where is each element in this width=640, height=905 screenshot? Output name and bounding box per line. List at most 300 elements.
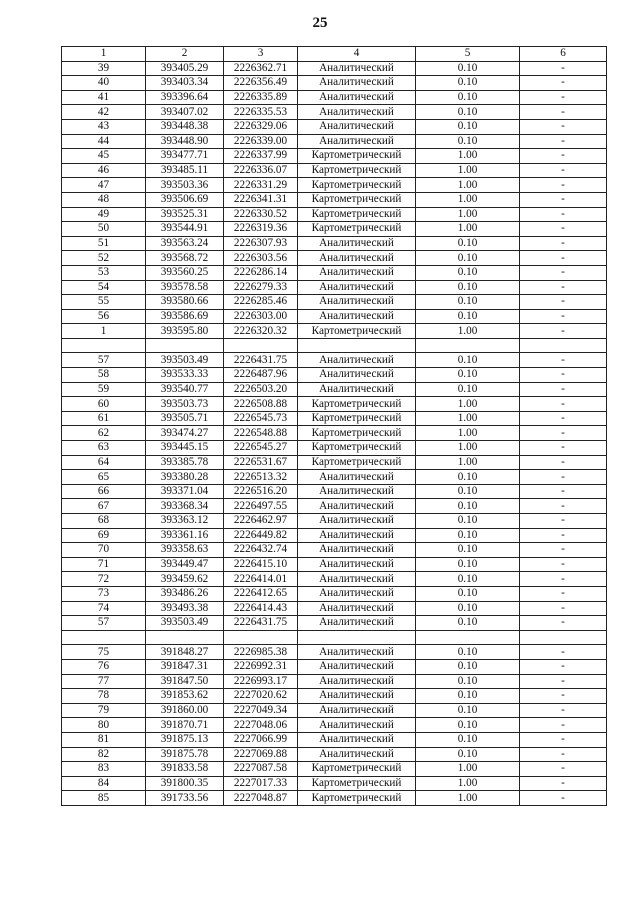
- table-cell: 393363.12: [146, 514, 224, 529]
- table-cell: -: [520, 441, 607, 456]
- empty-cell: [62, 630, 146, 645]
- table-row: [62, 455, 607, 470]
- table-row: [62, 776, 607, 791]
- table-cell: 2226415.10: [224, 557, 298, 572]
- table-cell: 2226487.96: [224, 368, 298, 383]
- table-cell: -: [520, 572, 607, 587]
- table-cell: Аналитический: [298, 382, 416, 397]
- table-cell: 77: [62, 674, 146, 689]
- table-cell: 2226303.00: [224, 309, 298, 324]
- table-cell: Аналитический: [298, 280, 416, 295]
- table-cell: 391848.27: [146, 645, 224, 660]
- empty-cell: [520, 630, 607, 645]
- table-cell: -: [520, 76, 607, 91]
- table-row: [62, 119, 607, 134]
- table-cell: -: [520, 674, 607, 689]
- table-cell: 393493.38: [146, 601, 224, 616]
- table-cell: 81: [62, 732, 146, 747]
- table-cell: 57: [62, 616, 146, 631]
- table-cell: -: [520, 382, 607, 397]
- table-cell: Картометрический: [298, 149, 416, 164]
- table-row: [62, 470, 607, 485]
- coordinates-table: [61, 46, 607, 806]
- table-cell: Аналитический: [298, 90, 416, 105]
- table-row: [62, 441, 607, 456]
- table-cell: 78: [62, 689, 146, 704]
- table-cell: 56: [62, 309, 146, 324]
- table-cell: 2227087.58: [224, 762, 298, 777]
- table-cell: Аналитический: [298, 309, 416, 324]
- table-row: [62, 689, 607, 704]
- table-cell: 391875.78: [146, 747, 224, 762]
- table-cell: 2226516.20: [224, 484, 298, 499]
- table-cell: Аналитический: [298, 295, 416, 310]
- table-cell: 71: [62, 557, 146, 572]
- table-cell: 2226286.14: [224, 265, 298, 280]
- table-cell: 2226449.82: [224, 528, 298, 543]
- table-cell: 2226462.97: [224, 514, 298, 529]
- empty-cell: [146, 630, 224, 645]
- table-cell: 391800.35: [146, 776, 224, 791]
- table-cell: 66: [62, 484, 146, 499]
- table-cell: 393358.63: [146, 543, 224, 558]
- table-cell: 47: [62, 178, 146, 193]
- table-cell: 54: [62, 280, 146, 295]
- table-cell: Аналитический: [298, 645, 416, 660]
- table-row: [62, 382, 607, 397]
- table-cell: Картометрический: [298, 192, 416, 207]
- table-cell: Аналитический: [298, 134, 416, 149]
- empty-cell: [298, 338, 416, 353]
- table-cell: 0.10: [416, 119, 520, 134]
- table-cell: 1.00: [416, 163, 520, 178]
- table-cell: -: [520, 61, 607, 76]
- table-cell: 1.00: [416, 411, 520, 426]
- table-cell: Аналитический: [298, 236, 416, 251]
- table-cell: -: [520, 601, 607, 616]
- table-cell: -: [520, 484, 607, 499]
- table-cell: Аналитический: [298, 718, 416, 733]
- table-cell: -: [520, 470, 607, 485]
- table-cell: Картометрический: [298, 762, 416, 777]
- table-row: [62, 557, 607, 572]
- empty-cell: [416, 338, 520, 353]
- table-cell: 2226331.29: [224, 178, 298, 193]
- table-cell: 1.00: [416, 455, 520, 470]
- table-cell: 2227069.88: [224, 747, 298, 762]
- table-cell: 0.10: [416, 309, 520, 324]
- table-row: [62, 543, 607, 558]
- empty-cell: [224, 630, 298, 645]
- table-cell: 393544.91: [146, 222, 224, 237]
- table-cell: 393405.29: [146, 61, 224, 76]
- table-cell: -: [520, 353, 607, 368]
- table-cell: Аналитический: [298, 528, 416, 543]
- table-cell: 0.10: [416, 659, 520, 674]
- table-cell: 0.10: [416, 280, 520, 295]
- table-cell: 391833.58: [146, 762, 224, 777]
- table-cell: 79: [62, 703, 146, 718]
- table-row: [62, 528, 607, 543]
- table-row: [62, 324, 607, 339]
- table-cell: 49: [62, 207, 146, 222]
- table-cell: 0.10: [416, 732, 520, 747]
- table-cell: Аналитический: [298, 747, 416, 762]
- table-cell: -: [520, 499, 607, 514]
- table-cell: 393459.62: [146, 572, 224, 587]
- table-cell: -: [520, 178, 607, 193]
- table-row: [62, 295, 607, 310]
- table-cell: -: [520, 134, 607, 149]
- table-cell: -: [520, 703, 607, 718]
- table-cell: 393595.80: [146, 324, 224, 339]
- table-cell: Аналитический: [298, 251, 416, 266]
- table-cell: -: [520, 309, 607, 324]
- table-cell: Аналитический: [298, 703, 416, 718]
- table-cell: 0.10: [416, 382, 520, 397]
- table-cell: Картометрический: [298, 178, 416, 193]
- table-cell: 2226319.36: [224, 222, 298, 237]
- table-cell: Картометрический: [298, 222, 416, 237]
- table-cell: 1.00: [416, 762, 520, 777]
- table-cell: -: [520, 119, 607, 134]
- table-row: [62, 514, 607, 529]
- table-cell: 2227017.33: [224, 776, 298, 791]
- table-cell: -: [520, 732, 607, 747]
- table-cell: 74: [62, 601, 146, 616]
- table-cell: 44: [62, 134, 146, 149]
- table-cell: 69: [62, 528, 146, 543]
- table-cell: 1.00: [416, 776, 520, 791]
- table-cell: 391860.00: [146, 703, 224, 718]
- table-cell: Картометрический: [298, 397, 416, 412]
- table-cell: 0.10: [416, 674, 520, 689]
- table-cell: 0.10: [416, 499, 520, 514]
- table-cell: 1: [62, 324, 146, 339]
- table-cell: -: [520, 514, 607, 529]
- table-cell: -: [520, 207, 607, 222]
- table-cell: 393485.11: [146, 163, 224, 178]
- empty-cell: [416, 630, 520, 645]
- table-row: [62, 484, 607, 499]
- table-cell: 391847.50: [146, 674, 224, 689]
- table-cell: 73: [62, 586, 146, 601]
- table-cell: 393361.16: [146, 528, 224, 543]
- table-cell: -: [520, 616, 607, 631]
- table-row: [62, 251, 607, 266]
- table-cell: 2226336.07: [224, 163, 298, 178]
- table-cell: 0.10: [416, 295, 520, 310]
- table-cell: Аналитический: [298, 543, 416, 558]
- table-cell: 2226985.38: [224, 645, 298, 660]
- table-row: [62, 353, 607, 368]
- table-cell: 1.00: [416, 441, 520, 456]
- table-row: [62, 572, 607, 587]
- table-cell: 393525.31: [146, 207, 224, 222]
- table-cell: 48: [62, 192, 146, 207]
- table-cell: 391733.56: [146, 791, 224, 806]
- table-cell: 393503.73: [146, 397, 224, 412]
- table-cell: -: [520, 791, 607, 806]
- table-cell: -: [520, 222, 607, 237]
- table-cell: 50: [62, 222, 146, 237]
- table-cell: -: [520, 163, 607, 178]
- table-cell: 2226320.32: [224, 324, 298, 339]
- table-cell: 0.10: [416, 514, 520, 529]
- table-row: [62, 718, 607, 733]
- table-cell: 45: [62, 149, 146, 164]
- table-cell: 68: [62, 514, 146, 529]
- table-cell: -: [520, 90, 607, 105]
- table-cell: 393486.26: [146, 586, 224, 601]
- table-cell: 0.10: [416, 265, 520, 280]
- table-cell: Картометрический: [298, 441, 416, 456]
- table-cell: 80: [62, 718, 146, 733]
- table-cell: 1.00: [416, 222, 520, 237]
- table-cell: 75: [62, 645, 146, 660]
- table-cell: -: [520, 397, 607, 412]
- table-cell: -: [520, 762, 607, 777]
- table-cell: -: [520, 265, 607, 280]
- table-cell: 0.10: [416, 718, 520, 733]
- table-row: [62, 586, 607, 601]
- table-cell: 1.00: [416, 207, 520, 222]
- table-cell: 391853.62: [146, 689, 224, 704]
- table-cell: 0.10: [416, 703, 520, 718]
- table-cell: 41: [62, 90, 146, 105]
- table-row: [62, 134, 607, 149]
- table-cell: 0.10: [416, 76, 520, 91]
- table-cell: 393380.28: [146, 470, 224, 485]
- table-cell: 2226414.43: [224, 601, 298, 616]
- table-cell: Картометрический: [298, 163, 416, 178]
- table-cell: 2226341.31: [224, 192, 298, 207]
- table-cell: 40: [62, 76, 146, 91]
- table-cell: 85: [62, 791, 146, 806]
- table-row: [62, 762, 607, 777]
- table-cell: Аналитический: [298, 557, 416, 572]
- table-row: [62, 674, 607, 689]
- table-cell: -: [520, 586, 607, 601]
- table-row: [62, 236, 607, 251]
- table-cell: 0.10: [416, 543, 520, 558]
- table-cell: 0.10: [416, 134, 520, 149]
- table-cell: 2227048.87: [224, 791, 298, 806]
- table-row: [62, 659, 607, 674]
- table-cell: 0.10: [416, 616, 520, 631]
- table-cell: 393505.71: [146, 411, 224, 426]
- table-cell: 391847.31: [146, 659, 224, 674]
- table-cell: -: [520, 645, 607, 660]
- table-row: [62, 499, 607, 514]
- table-row: [62, 426, 607, 441]
- table-cell: 2226513.32: [224, 470, 298, 485]
- table-row: [62, 90, 607, 105]
- table-row: [62, 61, 607, 76]
- table-cell: 2226497.55: [224, 499, 298, 514]
- table-cell: -: [520, 557, 607, 572]
- table-cell: -: [520, 236, 607, 251]
- table-cell: 393563.24: [146, 236, 224, 251]
- table-cell: 57: [62, 353, 146, 368]
- table-cell: 393385.78: [146, 455, 224, 470]
- table-cell: -: [520, 251, 607, 266]
- table-cell: 2226531.67: [224, 455, 298, 470]
- table-cell: 1.00: [416, 324, 520, 339]
- table-cell: -: [520, 192, 607, 207]
- table-cell: -: [520, 411, 607, 426]
- table-cell: 67: [62, 499, 146, 514]
- table-cell: 70: [62, 543, 146, 558]
- table-cell: 1.00: [416, 791, 520, 806]
- table-cell: -: [520, 543, 607, 558]
- table-cell: 63: [62, 441, 146, 456]
- table-cell: 393568.72: [146, 251, 224, 266]
- table-cell: Картометрический: [298, 411, 416, 426]
- table-row: [62, 616, 607, 631]
- table-cell: -: [520, 689, 607, 704]
- table-cell: 1.00: [416, 149, 520, 164]
- table-cell: Картометрический: [298, 426, 416, 441]
- table-cell: 393506.69: [146, 192, 224, 207]
- table-cell: 2226337.99: [224, 149, 298, 164]
- table-cell: 2226412.65: [224, 586, 298, 601]
- table-cell: Аналитический: [298, 61, 416, 76]
- table-cell: 72: [62, 572, 146, 587]
- table-cell: 2226432.74: [224, 543, 298, 558]
- table-cell: 0.10: [416, 251, 520, 266]
- table-cell: 393533.33: [146, 368, 224, 383]
- table-cell: 2226330.52: [224, 207, 298, 222]
- table-cell: -: [520, 280, 607, 295]
- table-cell: 0.10: [416, 90, 520, 105]
- table-row: [62, 411, 607, 426]
- table-cell: -: [520, 528, 607, 543]
- table-cell: 0.10: [416, 645, 520, 660]
- table-cell: 2227049.34: [224, 703, 298, 718]
- table-cell: 393477.71: [146, 149, 224, 164]
- table-cell: 82: [62, 747, 146, 762]
- table-cell: 2226992.31: [224, 659, 298, 674]
- table-cell: -: [520, 747, 607, 762]
- table-cell: Картометрический: [298, 455, 416, 470]
- empty-cell: [224, 338, 298, 353]
- table-row: [62, 265, 607, 280]
- table-row: [62, 280, 607, 295]
- table-cell: 61: [62, 411, 146, 426]
- table-cell: 76: [62, 659, 146, 674]
- table-cell: 2226335.89: [224, 90, 298, 105]
- table-cell: 393445.15: [146, 441, 224, 456]
- table-row: [62, 645, 607, 660]
- table-cell: Аналитический: [298, 616, 416, 631]
- table-cell: 2226362.71: [224, 61, 298, 76]
- table-cell: 1.00: [416, 178, 520, 193]
- table-row: [62, 192, 607, 207]
- column-header: 5: [416, 47, 520, 62]
- table-cell: 43: [62, 119, 146, 134]
- column-header: 1: [62, 47, 146, 62]
- table-cell: Аналитический: [298, 484, 416, 499]
- coordinates-table-body: [62, 47, 607, 806]
- table-cell: 2226548.88: [224, 426, 298, 441]
- empty-cell: [146, 338, 224, 353]
- header-row: [62, 47, 607, 62]
- table-row: [62, 703, 607, 718]
- table-cell: 2226414.01: [224, 572, 298, 587]
- table-cell: 2227048.06: [224, 718, 298, 733]
- table-cell: 393403.34: [146, 76, 224, 91]
- table-cell: 46: [62, 163, 146, 178]
- table-cell: 2226545.73: [224, 411, 298, 426]
- table-cell: 393396.64: [146, 90, 224, 105]
- table-cell: 2226285.46: [224, 295, 298, 310]
- group-separator-row: [62, 630, 607, 645]
- table-cell: 391875.13: [146, 732, 224, 747]
- table-cell: 64: [62, 455, 146, 470]
- table-cell: 2226335.53: [224, 105, 298, 120]
- group-separator-row: [62, 338, 607, 353]
- table-cell: -: [520, 149, 607, 164]
- table-cell: 84: [62, 776, 146, 791]
- column-header: 6: [520, 47, 607, 62]
- table-cell: 393503.49: [146, 353, 224, 368]
- table-cell: Аналитический: [298, 265, 416, 280]
- table-cell: Аналитический: [298, 732, 416, 747]
- table-cell: 1.00: [416, 192, 520, 207]
- table-cell: 393474.27: [146, 426, 224, 441]
- table-cell: 83: [62, 762, 146, 777]
- table-cell: 2226329.06: [224, 119, 298, 134]
- table-cell: 393371.04: [146, 484, 224, 499]
- table-cell: Аналитический: [298, 353, 416, 368]
- table-cell: 2226303.56: [224, 251, 298, 266]
- column-header: 4: [298, 47, 416, 62]
- table-cell: 2226356.49: [224, 76, 298, 91]
- table-cell: 393368.34: [146, 499, 224, 514]
- table-cell: 2226545.27: [224, 441, 298, 456]
- table-cell: Аналитический: [298, 572, 416, 587]
- table-cell: 0.10: [416, 689, 520, 704]
- table-cell: 0.10: [416, 484, 520, 499]
- table-row: [62, 601, 607, 616]
- table-cell: 52: [62, 251, 146, 266]
- table-row: [62, 732, 607, 747]
- table-cell: 42: [62, 105, 146, 120]
- table-cell: -: [520, 324, 607, 339]
- table-cell: 393448.38: [146, 119, 224, 134]
- table-cell: 0.10: [416, 572, 520, 587]
- table-cell: 1.00: [416, 426, 520, 441]
- table-cell: Картометрический: [298, 776, 416, 791]
- column-header: 3: [224, 47, 298, 62]
- table-cell: Аналитический: [298, 586, 416, 601]
- table-cell: 0.10: [416, 236, 520, 251]
- table-cell: Аналитический: [298, 119, 416, 134]
- table-cell: 53: [62, 265, 146, 280]
- table-cell: 65: [62, 470, 146, 485]
- table-cell: 391870.71: [146, 718, 224, 733]
- table-row: [62, 747, 607, 762]
- table-cell: 0.10: [416, 586, 520, 601]
- table-cell: 0.10: [416, 601, 520, 616]
- table-cell: 58: [62, 368, 146, 383]
- table-cell: -: [520, 368, 607, 383]
- table-cell: 59: [62, 382, 146, 397]
- table-cell: 2226339.00: [224, 134, 298, 149]
- empty-cell: [520, 338, 607, 353]
- table-cell: -: [520, 295, 607, 310]
